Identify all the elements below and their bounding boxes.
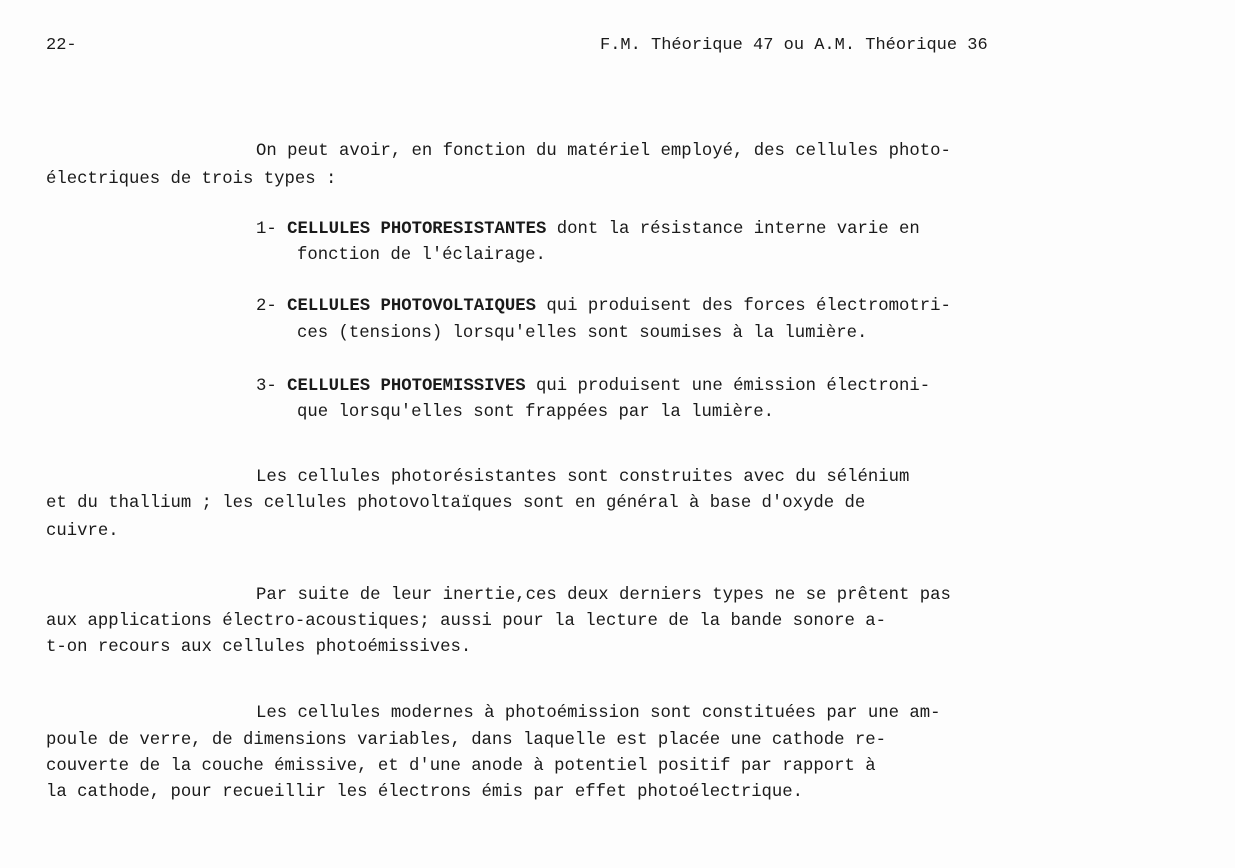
page-number: 22-: [46, 36, 77, 55]
inertia-line-3: t-on recours aux cellules photoémissives.: [46, 638, 472, 657]
type-3-prefix: 3-: [256, 377, 288, 396]
materials-line-1: Les cellules photorésistantes sont construites avec du sélénium: [256, 468, 910, 487]
modern-line-3: couverte de la couche émissive, et d'une anode à potentiel positif par rapport à: [46, 757, 876, 776]
type-2-prefix: 2-: [256, 297, 288, 316]
type-3-rest: qui produisent une émission électroni-: [525, 377, 931, 396]
intro-line-1: On peut avoir, en fonction du matériel employé, des cellules photo-: [256, 142, 951, 161]
type-1-line-1: [256, 220, 920, 239]
modern-line-1: Les cellules modernes à photoémission sont constituées par une am-: [256, 704, 941, 723]
type-2-rest: qui produisent des forces électromotri-: [536, 297, 951, 316]
materials-line-2: et du thallium ; les cellules photovoltaïques sont en général à base d'oxyde de: [46, 494, 866, 513]
type-2-line-2: ces (tensions) lorsqu'elles sont soumises à la lumière.: [297, 324, 868, 343]
materials-line-3: cuivre.: [46, 522, 119, 541]
type-1-name: CELLULES PHOTORESISTANTES: [287, 220, 547, 239]
type-1-rest: dont la résistance interne varie en: [546, 220, 920, 239]
modern-line-4: la cathode, pour recueillir les électrons émis par effet photoélectrique.: [46, 783, 804, 802]
inertia-line-2: aux applications électro-acoustiques; aussi pour la lecture de la bande sonore a-: [46, 612, 887, 631]
type-2-line-1: [256, 297, 951, 316]
type-3-name: CELLULES PHOTOEMISSIVES: [287, 377, 526, 396]
inertia-line-1: Par suite de leur inertie,ces deux derniers types ne se prêtent pas: [256, 586, 951, 605]
running-title: F.M. Théorique 47 ou A.M. Théorique 36: [600, 36, 988, 55]
type-3-line-1: [256, 377, 930, 396]
modern-line-2: poule de verre, de dimensions variables, dans laquelle est placée une cathode re-: [46, 731, 887, 750]
type-1-prefix: 1-: [256, 220, 288, 239]
type-1-line-2: fonction de l'éclairage.: [297, 246, 546, 265]
intro-line-2: électriques de trois types :: [46, 170, 337, 189]
type-3-line-2: que lorsqu'elles sont frappées par la lumière.: [297, 403, 775, 422]
type-2-name: CELLULES PHOTOVOLTAIQUES: [287, 297, 537, 316]
